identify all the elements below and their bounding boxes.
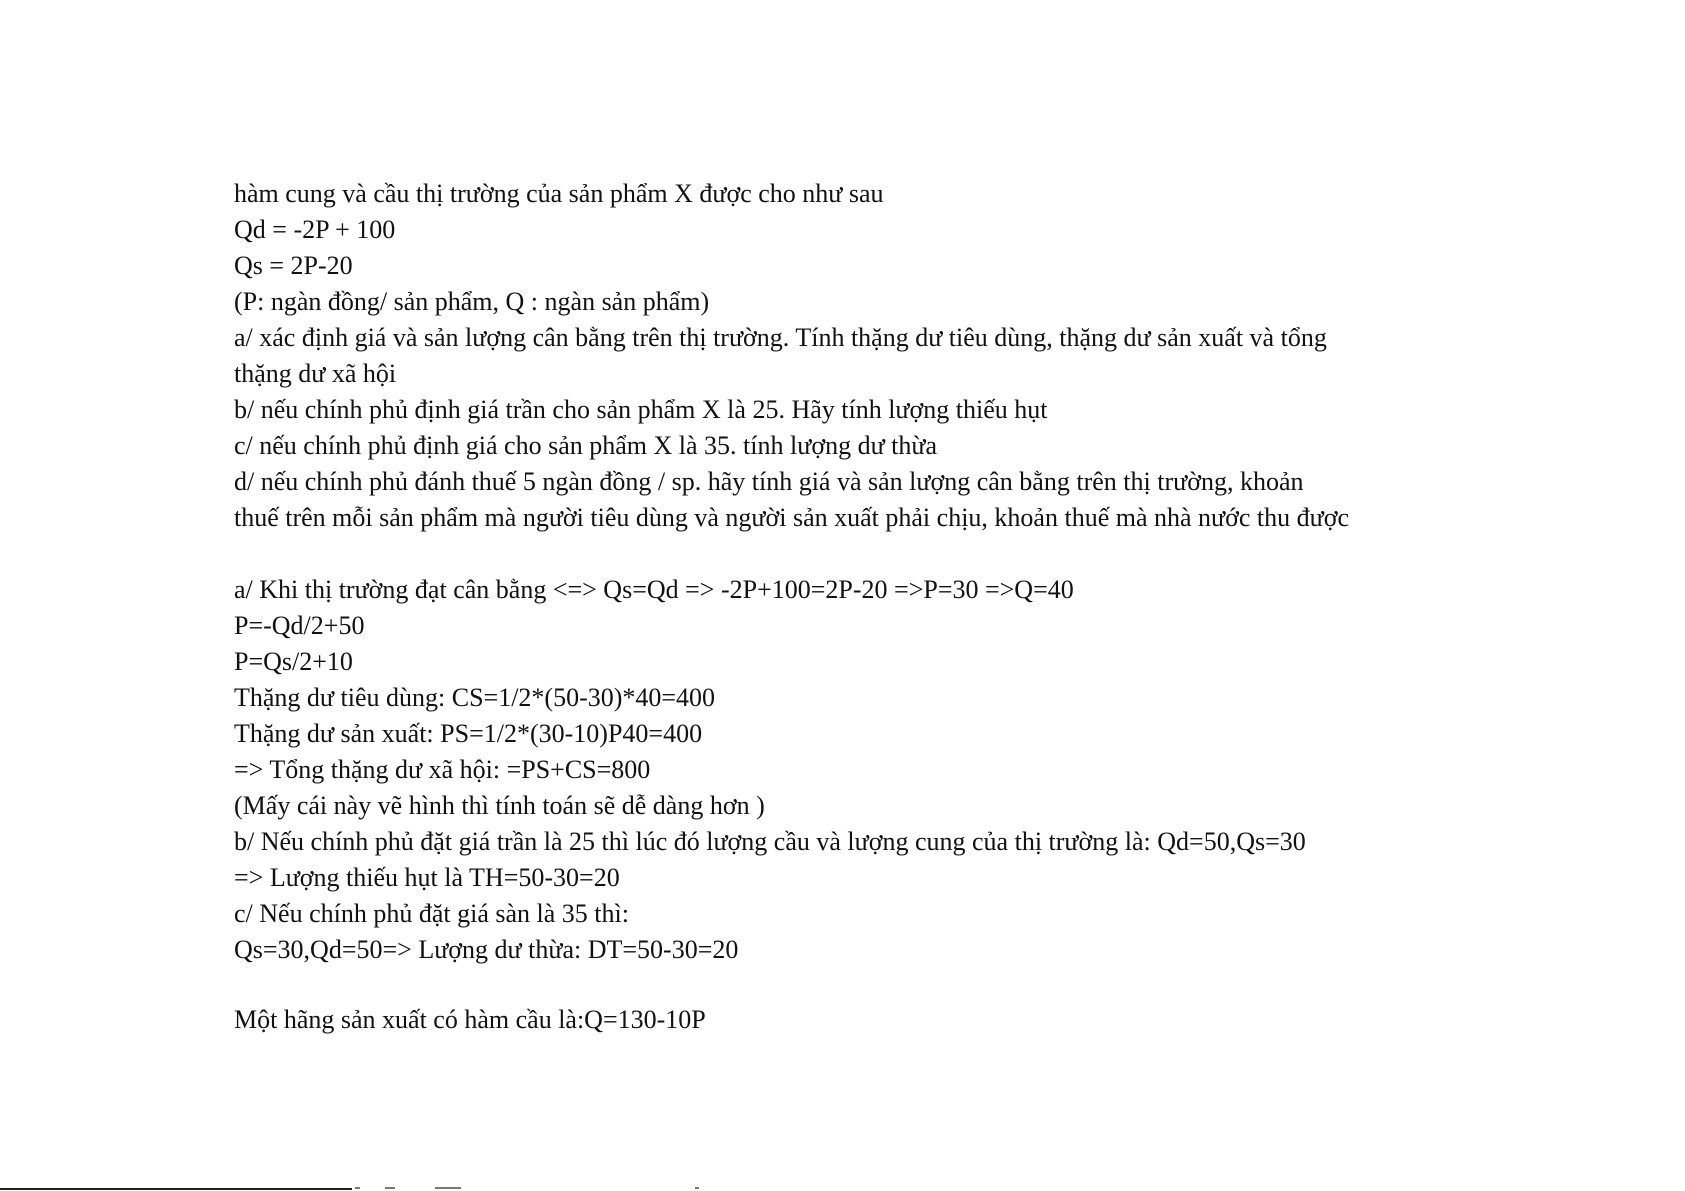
solution-section — [234, 572, 1474, 968]
solution-line: Thặng dư tiêu dùng: CS=1/2*(50-30)*40=400 — [234, 683, 716, 712]
speck — [385, 1187, 395, 1189]
solution-line: a/ Khi thị trường đạt cân bằng <=> Qs=Qd => -2P+100=2P-20 =>P=30 =>Q=40 — [234, 575, 1074, 604]
problem-line: (P: ngàn đồng/ sản phẩm, Q : ngàn sản phẩm) — [234, 287, 710, 316]
problem-line: thặng dư xã hội — [234, 359, 397, 388]
solution-line: Qs=30,Qd=50=> Lượng dư thừa: DT=50-30=20 — [234, 935, 739, 964]
cropped-text-fragment — [355, 1187, 715, 1190]
solution-line: P=Qs/2+10 — [234, 647, 353, 676]
problem-line: hàm cung và cầu thị trường của sản phẩm X được cho như sau — [234, 179, 884, 208]
problem-line: a/ xác định giá và sản lượng cân bằng trên thị trường. Tính thặng dư tiêu dùng, thặng dư sản xuất và tổng — [234, 323, 1327, 352]
problem-statement — [234, 176, 1474, 536]
solution-line: Thặng dư sản xuất: PS=1/2*(30-10)P40=400 — [234, 719, 703, 748]
problem-line: thuế trên mỗi sản phẩm mà người tiêu dùng và người sản xuất phải chịu, khoản thuế mà nhà nước thu được — [234, 503, 1350, 532]
solution-line: c/ Nếu chính phủ đặt giá sàn là 35 thì: — [234, 899, 629, 928]
next-problem-line: Một hãng sản xuất có hàm cầu là:Q=130-10P — [234, 1005, 706, 1034]
solution-line: (Mấy cái này vẽ hình thì tính toán sẽ dễ dàng hơn ) — [234, 791, 765, 820]
solution-line: b/ Nếu chính phủ đặt giá trần là 25 thì lúc đó lượng cầu và lượng cung của thị trường là: Qd=50,Qs=30 — [234, 827, 1306, 856]
problem-line: b/ nếu chính phủ định giá trần cho sản phẩm X là 25. Hãy tính lượng thiếu hụt — [234, 395, 1048, 424]
problem-line: Qs = 2P-20 — [234, 251, 353, 280]
solution-line: => Tổng thặng dư xã hội: =PS+CS=800 — [234, 755, 651, 784]
problem-line: Qd = -2P + 100 — [234, 215, 396, 244]
problem-line: d/ nếu chính phủ đánh thuế 5 ngàn đồng / sp. hãy tính giá và sản lượng cân bằng trên thị trường, khoản — [234, 467, 1304, 496]
speck — [355, 1187, 360, 1189]
bottom-divider — [0, 1188, 352, 1190]
speck — [695, 1187, 699, 1189]
next-problem — [234, 1002, 1474, 1038]
solution-line: P=-Qd/2+50 — [234, 611, 365, 640]
problem-line: c/ nếu chính phủ định giá cho sản phẩm X là 35. tính lượng dư thừa — [234, 431, 938, 460]
solution-line: => Lượng thiếu hụt là TH=50-30=20 — [234, 863, 620, 892]
speck — [435, 1187, 461, 1189]
